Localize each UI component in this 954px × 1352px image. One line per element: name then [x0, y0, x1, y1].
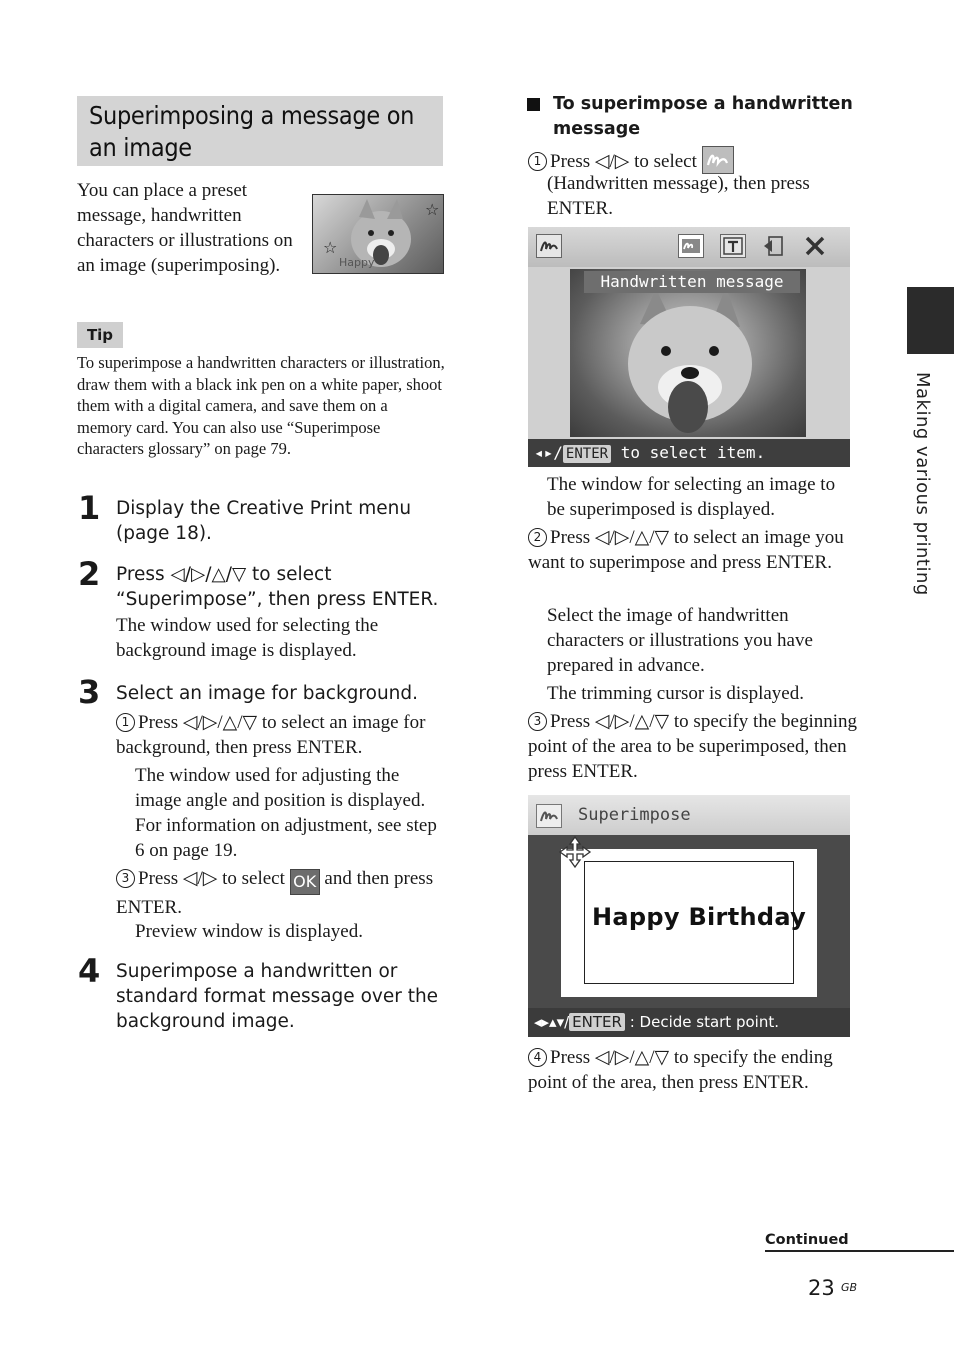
step-3-substep-3-note: Preview window is displayed. [135, 921, 363, 942]
circled-number: 3 [116, 869, 135, 888]
region-code: GB [841, 1281, 858, 1294]
right-step-3-text: Press ◁/▷/△/▽ to specify the beginning point of the area to be superimposed, then press ENTER. [528, 711, 857, 782]
right-step-2-note-1: Select the image of handwritten characters or illustrations you have prepared in advance. [547, 605, 813, 676]
hint-text: : Decide start point. [629, 1013, 779, 1031]
superimpose-title: Superimpose [578, 805, 691, 825]
circled-number: 1 [116, 713, 135, 732]
right-step-1-text: Press ◁/▷ to select [550, 151, 697, 172]
continued-rule [765, 1250, 954, 1252]
dog-photo [570, 269, 806, 437]
step-3-substep-3 [116, 866, 446, 920]
chapter-label [905, 372, 935, 612]
section-title: Superimposing a message on an image [77, 96, 443, 166]
circled-number: 2 [528, 528, 547, 547]
step-2-number: 2 [78, 555, 101, 593]
step-3-substep-1-note: The window used for adjusting the image angle and position is displayed. For information on adjustment, see step 6 on page 19. [135, 765, 437, 861]
back-icon[interactable] [760, 234, 786, 258]
substep-text-cont: and then press ENTER. [116, 868, 434, 918]
handwritten-icon [702, 146, 734, 174]
circled-number: 4 [528, 1048, 547, 1067]
step-3-substep-1 [116, 710, 446, 760]
page-number: 23 [808, 1276, 835, 1300]
subsection-heading: To superimpose a handwritten message [553, 94, 853, 139]
arrow-keys-icon: ◂▸▴▾/ [534, 1013, 570, 1031]
handwriting-mode-icon[interactable] [536, 234, 562, 258]
right-step-4-text: Press ◁/▷/△/▽ to specify the ending point of the area, then press ENTER. [528, 1047, 833, 1093]
right-step-1-note: The window for selecting an image to be superimposed is displayed. [547, 474, 836, 520]
happy-birthday-text: Happy Birthday [592, 903, 807, 931]
move-cursor-icon[interactable] [558, 835, 592, 873]
ok-icon: OK [290, 869, 320, 895]
step-4-heading: Superimpose a handwritten or standard format message over the background image. [116, 961, 439, 1032]
right-step-1 [528, 146, 853, 174]
screen-hint-bar [528, 439, 850, 467]
text-icon[interactable] [720, 234, 746, 258]
handwriting-mode-icon [536, 804, 562, 828]
screen-hint-bar [528, 1008, 850, 1037]
arrow-keys-icon: ◂▸/ [534, 443, 563, 462]
dog-thumbnail [312, 194, 444, 274]
step-1-number: 1 [78, 489, 101, 527]
right-step-1-cont: (Handwritten message), then press ENTER. [547, 173, 810, 219]
right-step-2-text: Press ◁/▷/△/▽ to select an image you want to superimpose and press ENTER. [528, 527, 844, 573]
svg-text:☆: ☆ [323, 238, 338, 257]
right-step-4 [528, 1045, 858, 1095]
step-2-body: The window used for selecting the background image is displayed. [116, 615, 379, 661]
step-4-number: 4 [78, 952, 101, 990]
circled-number: 3 [528, 712, 547, 731]
svg-text:☆: ☆ [425, 200, 440, 219]
right-step-2-note-2: The trimming cursor is displayed. [547, 683, 804, 704]
enter-key: ENTER [569, 1013, 625, 1031]
handwritten-message-label: Handwritten message [584, 271, 800, 293]
intro-paragraph: You can place a preset message, handwritten characters or illustrations on an image (superimposing). [77, 180, 293, 276]
substep-text: Press ◁/▷ to select [138, 868, 285, 889]
superimpose-screen [528, 795, 850, 1037]
step-3-number: 3 [78, 673, 101, 711]
right-step-3 [528, 709, 858, 784]
continued-label: Continued [765, 1232, 849, 1248]
hint-text: to select item. [620, 443, 766, 462]
substep-text: Press ◁/▷/△/▽ to select an image for background, then press ENTER. [116, 712, 426, 758]
enter-key: ENTER [563, 445, 611, 463]
thumb-caption: Happy [339, 256, 375, 269]
tip-badge: Tip [77, 322, 123, 348]
tip-text: To superimpose a handwritten characters or illustration, draw them with a black ink pen on a white paper, shoot them with a digital camera, and save them on a memory card. You can also use “Superimpose characters glossary” on page 79. [77, 353, 445, 458]
handwritten-message-screen [528, 227, 850, 467]
chapter-tab [907, 287, 954, 354]
step-3-heading: Select an image for background. [116, 683, 419, 704]
close-icon[interactable] [802, 234, 828, 258]
step-1-heading: Display the Creative Print menu (page 18). [116, 498, 412, 544]
right-step-2 [528, 525, 858, 575]
chapter-label-text: Making various printing [912, 372, 933, 596]
step-2-heading: Press ◁/▷/△/▽ to select “Superimpose”, then press ENTER. [116, 564, 439, 610]
handwritten-message-icon[interactable] [678, 234, 704, 258]
heading-bullet [527, 98, 540, 111]
circled-number: 1 [528, 152, 547, 171]
dog-photo-icon [313, 195, 443, 273]
